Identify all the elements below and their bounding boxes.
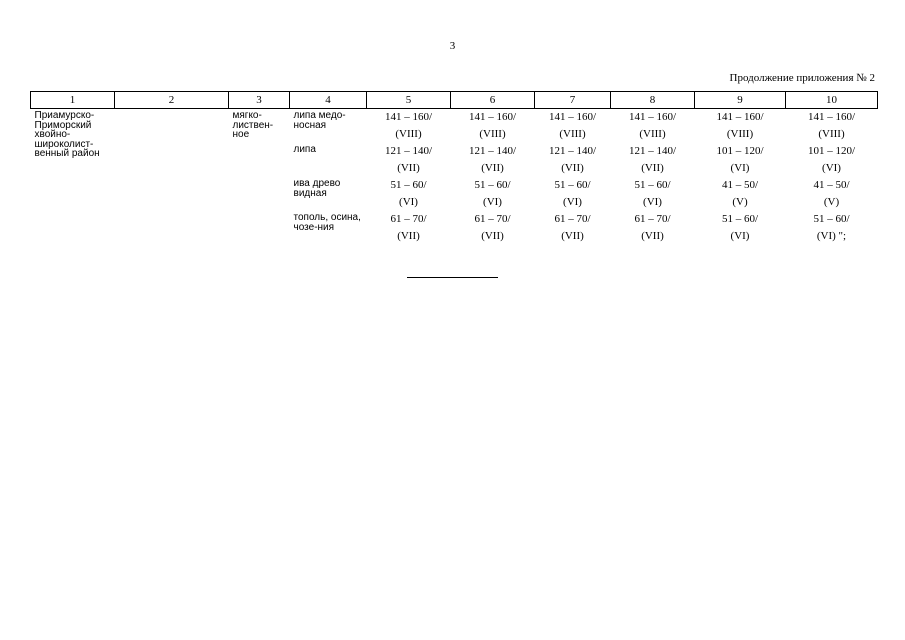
age-class: (VI)	[483, 196, 502, 208]
age-range: 141 – 160/	[716, 111, 764, 123]
age-class: (VIII)	[726, 128, 754, 140]
column-header: 9	[695, 92, 786, 109]
value-column	[611, 109, 695, 248]
age-range: 51 – 60/	[554, 179, 591, 191]
species-column	[290, 109, 367, 248]
age-class: (VI)	[643, 196, 662, 208]
age-class: (V)	[732, 196, 748, 208]
age-class: (VI)	[822, 162, 841, 174]
age-class: (VII)	[481, 162, 504, 174]
age-range: 121 – 140/	[548, 145, 597, 157]
column-header: 10	[786, 92, 878, 109]
age-class: (V)	[823, 196, 840, 208]
column-header: 7	[535, 92, 611, 109]
age-class: (VII)	[641, 230, 664, 242]
column-header: 6	[451, 92, 535, 109]
value-column	[695, 109, 786, 248]
species-label: ива древо видная	[293, 178, 341, 199]
species-label: липа	[293, 144, 316, 155]
closing-rule	[407, 277, 498, 278]
age-class: (VII)	[397, 162, 420, 174]
age-class: (VII)	[397, 230, 420, 242]
age-class: (VI) ";	[816, 230, 847, 242]
age-range: 41 – 50/	[721, 179, 759, 191]
column-header: 5	[367, 92, 451, 109]
age-class: (VII)	[561, 162, 584, 174]
age-class: (VIII)	[559, 128, 586, 140]
appendix-table	[30, 91, 878, 247]
age-class: (VIII)	[639, 128, 666, 140]
age-range: 61 – 70/	[634, 213, 671, 225]
value-column	[786, 109, 878, 248]
age-range: 121 – 140/	[384, 145, 433, 157]
age-range: 101 – 120/	[807, 145, 856, 157]
age-range: 61 – 70/	[554, 213, 591, 225]
age-class: (VII)	[481, 230, 504, 242]
age-class: (VI)	[730, 230, 750, 242]
age-class: (VIII)	[479, 128, 506, 140]
age-class: (VII)	[561, 230, 584, 242]
age-class: (VI)	[563, 196, 582, 208]
age-range: 51 – 60/	[390, 179, 427, 191]
age-class: (VIII)	[818, 128, 845, 140]
continuation-heading: Продолжение приложения № 2	[729, 72, 875, 84]
age-range: 141 – 160/	[548, 111, 597, 123]
age-range: 51 – 60/	[813, 213, 850, 225]
age-class: (VI)	[399, 196, 418, 208]
age-class: (VIII)	[395, 128, 422, 140]
age-class: (VI)	[730, 162, 750, 174]
age-range: 61 – 70/	[390, 213, 427, 225]
table-row	[31, 109, 878, 248]
age-range: 51 – 60/	[634, 179, 671, 191]
value-column	[367, 109, 451, 248]
column-header: 1	[31, 92, 115, 109]
value-column	[535, 109, 611, 248]
age-class: (VII)	[641, 162, 664, 174]
species-label: липа медо-носная	[293, 110, 346, 131]
age-range: 41 – 50/	[813, 179, 850, 191]
value-column	[451, 109, 535, 248]
column-header: 3	[229, 92, 290, 109]
age-range: 121 – 140/	[628, 145, 677, 157]
column-header: 8	[611, 92, 695, 109]
age-range: 141 – 160/	[384, 111, 433, 123]
table-header-row	[31, 92, 878, 109]
age-range: 141 – 160/	[628, 111, 677, 123]
column-header: 2	[115, 92, 229, 109]
age-range: 51 – 60/	[721, 213, 759, 225]
group-cell: мягко-листвен-ное	[232, 110, 274, 140]
age-range: 141 – 160/	[807, 111, 856, 123]
age-range: 121 – 140/	[468, 145, 517, 157]
species-label: тополь, осина, чозе-ния	[293, 212, 361, 233]
age-range: 101 – 120/	[716, 145, 764, 157]
region-cell: Приамурско-Приморский хвойно-широколист-венный район	[34, 110, 100, 159]
age-range: 61 – 70/	[474, 213, 511, 225]
column-header: 4	[290, 92, 367, 109]
age-range: 141 – 160/	[468, 111, 517, 123]
age-range: 51 – 60/	[474, 179, 511, 191]
page-number: 3	[449, 40, 456, 52]
empty-cell	[115, 109, 229, 248]
